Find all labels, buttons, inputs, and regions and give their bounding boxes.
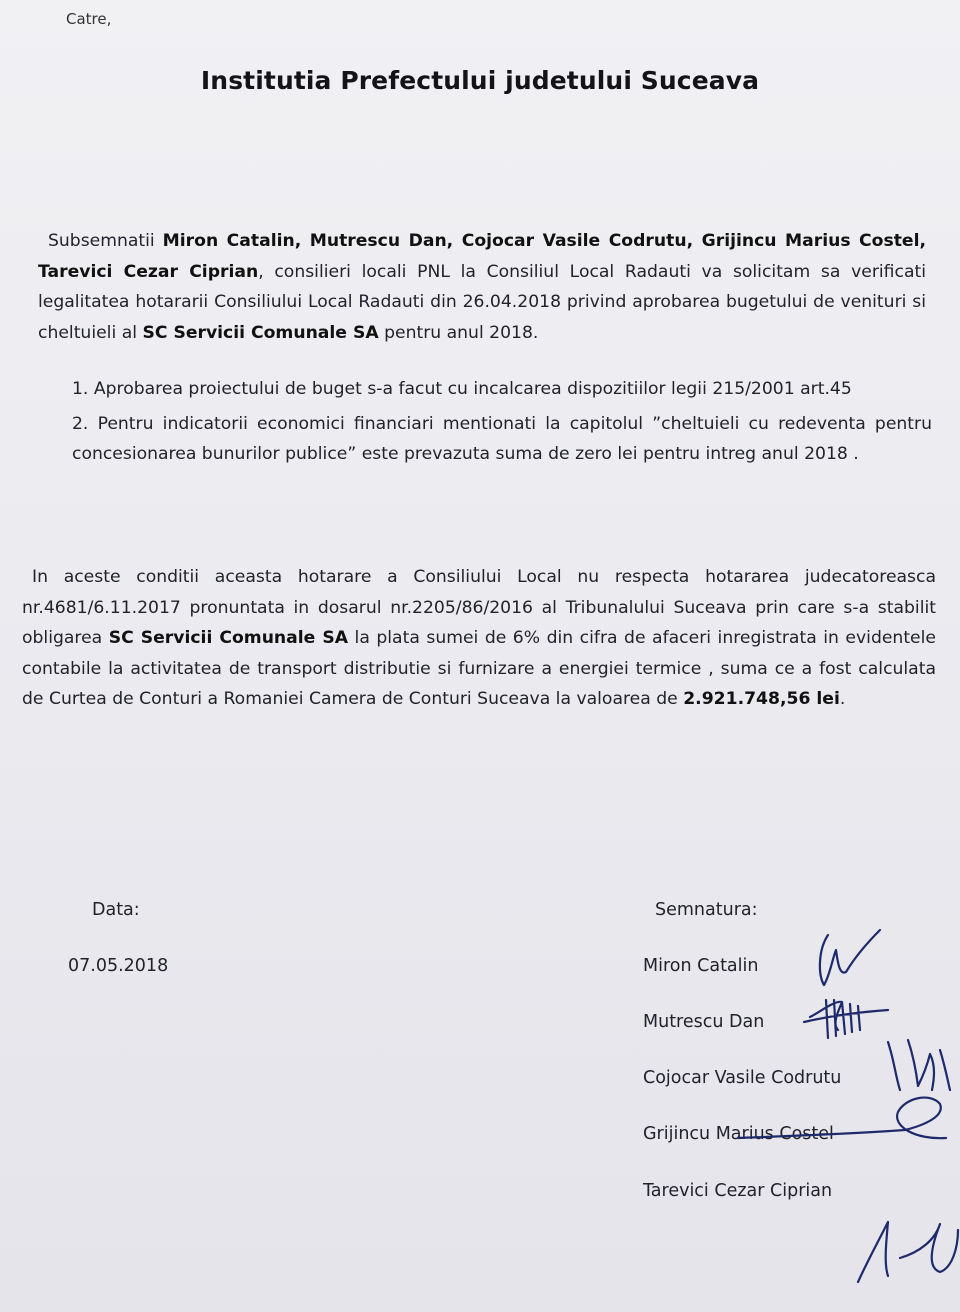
- conclusion-end: .: [839, 689, 846, 709]
- signature-5: [858, 1222, 958, 1282]
- date-label: Data:: [92, 900, 140, 920]
- conclusion-body-1: In aceste conditii aceasta hotarare a Consiliului Local nu respecta hotararea judecatoreasca nr.4681/6.11.2017 pronuntata in dosarul nr.2205/86/2016 al Tribunalului Suceava prin care s-a stabilit obligarea: [22, 567, 936, 648]
- conclusion-body-2: la plata sumei de 6% din cifra de afaceri inregistrata in evidentele contabile la activitatea de transport distributie si furnizare a energiei termice , suma ce a fost calculata de Curtea de Conturi a Romaniei Camera de Conturi Suceava la valoarea de: [22, 628, 936, 709]
- conclusion-paragraph: [22, 562, 936, 715]
- councillor-names: Miron Catalin, Mutrescu Dan, Cojocar Vasile Codrutu, Grijincu Marius Costel, Tarevici Cezar Ciprian: [38, 231, 926, 282]
- recipient-salutation: Catre,: [66, 10, 112, 28]
- signer-3: Cojocar Vasile Codrutu: [643, 1068, 842, 1088]
- document-title: Institutia Prefectului judetului Suceava: [200, 66, 760, 95]
- ground-item-1: 1. Aprobarea proiectului de buget s-a facut cu incalcarea dispozitiilor legii 215/2001 art.45: [72, 379, 852, 399]
- date-value: 07.05.2018: [68, 956, 169, 976]
- request-paragraph: [38, 226, 926, 348]
- signer-2: Mutrescu Dan: [643, 1012, 765, 1032]
- signature-2: [804, 1000, 888, 1038]
- signer-1: Miron Catalin: [643, 956, 759, 976]
- signature-3: [888, 1040, 950, 1090]
- ground-item-2: 2. Pentru indicatorii economici financiari mentionati la capitolul ”cheltuieli cu redeventa pentru concesionarea bunurilor publice” este prevazuta suma de zero lei pentru intreg anul 2018 .: [72, 413, 932, 464]
- request-end: pentru anul 2018.: [378, 322, 539, 343]
- request-body: , consilieri locali PNL la Consiliul Local Radauti va solicitam sa verificati legalitatea hotararii Consiliului Local Radauti din 26.04.2018 privind aprobarea bugetului de venituri si cheltuieli al: [38, 261, 926, 343]
- signature-1: [820, 930, 880, 985]
- signer-4: Grijincu Marius Costel: [643, 1124, 834, 1144]
- company-name-2: SC Servicii Comunale SA: [108, 628, 349, 648]
- signer-5: Tarevici Cezar Ciprian: [643, 1181, 833, 1201]
- company-name: SC Servicii Comunale SA: [142, 322, 379, 343]
- amount-value: 2.921.748,56 lei: [683, 689, 840, 709]
- signature-label: Semnatura:: [655, 900, 758, 920]
- request-intro: Subsemnatii: [48, 231, 163, 251]
- grounds-list: [72, 374, 932, 474]
